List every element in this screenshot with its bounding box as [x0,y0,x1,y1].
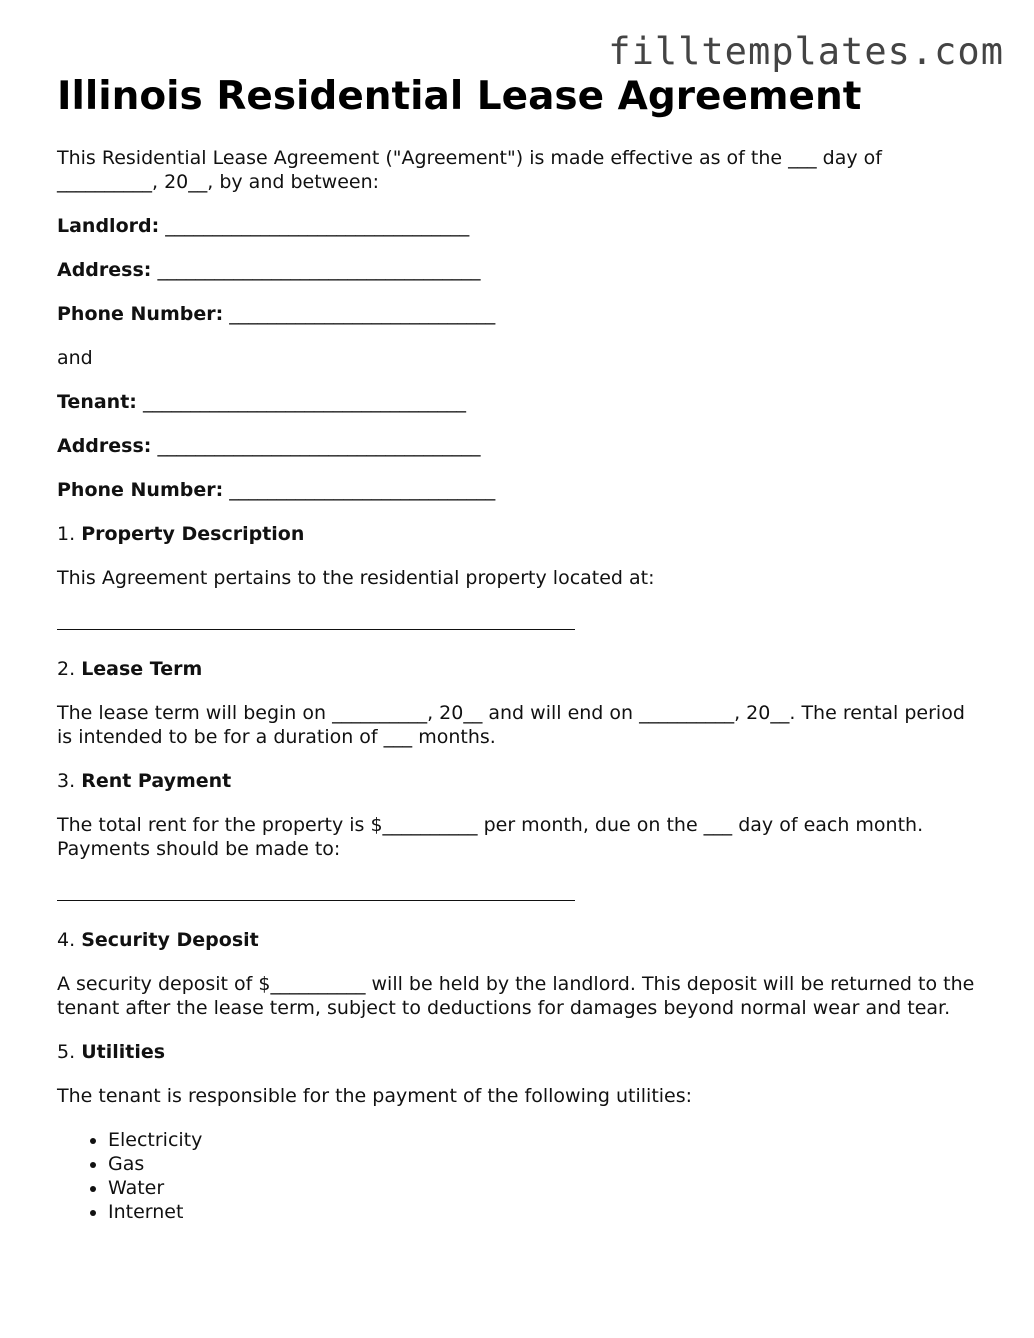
tenant-phone-blank[interactable]: ____________________________ [229,479,496,501]
section-number: 3. [57,770,76,792]
list-item: • Electricity [108,1128,977,1152]
tenant-phone-line [57,478,977,502]
tenant-name-label: Tenant: [57,391,137,413]
section-number: 5. [57,1041,76,1063]
section-number: 1. [57,523,76,545]
section-heading-lease-term [57,657,977,681]
security-deposit-text: A security deposit of $__________ will be held by the landlord. This deposit will be returned to the tenant after the lease term, subject to deductions for damages beyond normal wear and tear. [57,973,975,1019]
document-page [57,74,977,1224]
section-heading-rent-payment [57,769,977,793]
section-title: Property Description [81,523,305,545]
landlord-address-blank[interactable]: __________________________________ [157,259,481,281]
landlord-phone-line [57,302,977,326]
section-title: Security Deposit [81,929,259,951]
utilities-list [57,1128,977,1224]
tenant-address-label: Address: [57,435,152,457]
tenant-address-line [57,434,977,458]
utilities-text: The tenant is responsible for the payment of the following utilities: [57,1085,693,1107]
list-item: • Water [108,1176,977,1200]
section-heading-utilities [57,1040,977,1064]
section-number: 4. [57,929,76,951]
payee-blank[interactable] [57,885,575,901]
section-title: Utilities [81,1041,166,1063]
tenant-address-blank[interactable]: __________________________________ [157,435,481,457]
landlord-address-label: Address: [57,259,152,281]
section-title: Rent Payment [81,770,232,792]
and-text: and [57,347,93,369]
watermark: filltemplates.com [608,30,1004,73]
section-heading-property-description [57,522,977,546]
landlord-phone-label: Phone Number: [57,303,224,325]
landlord-address-line [57,258,977,282]
intro-paragraph: This Residential Lease Agreement ("Agreement") is made effective as of the ___ day of __________, 20__, by and between: [57,147,882,193]
document-title: Illinois Residential Lease Agreement [57,74,862,119]
lease-term-text: The lease term will begin on __________, 20__ and will end on __________, 20__. The rental period is intended to be for a duration of ___ months. [57,702,965,748]
tenant-name-line [57,390,977,414]
tenant-name-blank[interactable]: __________________________________ [142,391,466,413]
list-item: • Gas [108,1152,977,1176]
landlord-name-line [57,214,977,238]
list-item: • Internet [108,1200,977,1224]
property-description-text: This Agreement pertains to the residential property located at: [57,567,655,589]
tenant-phone-label: Phone Number: [57,479,224,501]
section-number: 2. [57,658,76,680]
section-title: Lease Term [81,658,203,680]
landlord-name-label: Landlord: [57,215,160,237]
property-address-blank[interactable] [57,614,575,630]
landlord-phone-blank[interactable]: ____________________________ [229,303,496,325]
landlord-name-blank[interactable]: ________________________________ [165,215,470,237]
rent-payment-text: The total rent for the property is $__________ per month, due on the ___ day of each month. Payments should be made to: [57,814,924,860]
section-heading-security-deposit [57,928,977,952]
